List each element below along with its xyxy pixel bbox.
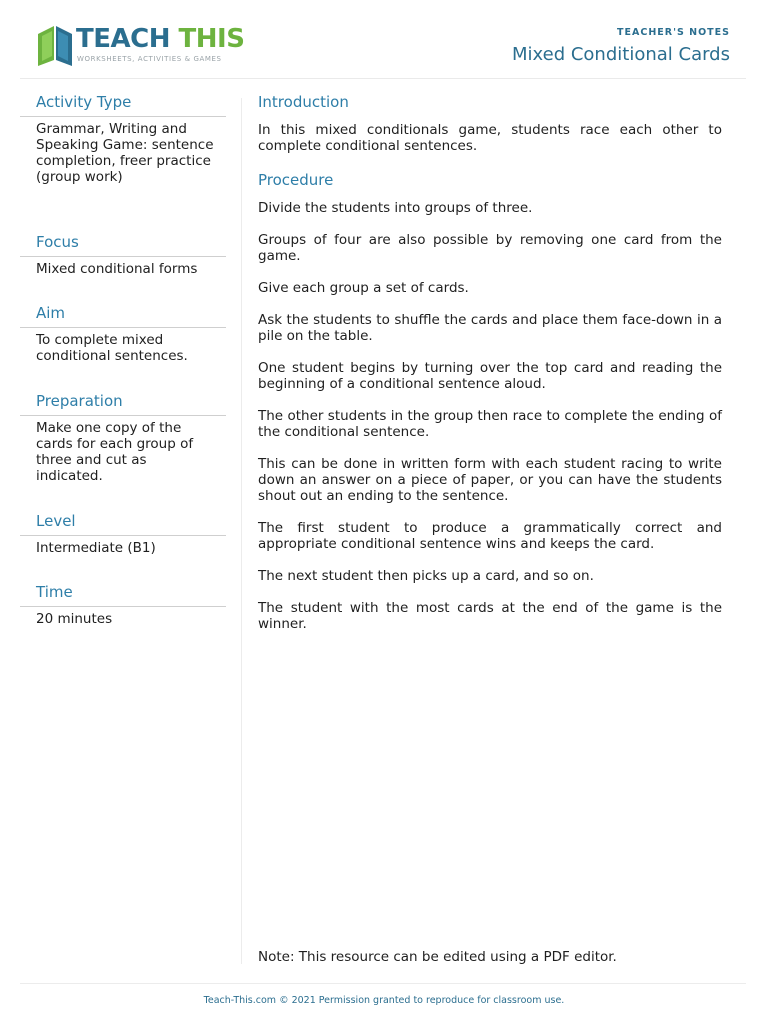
info-sidebar [20, 92, 226, 642]
page-header [20, 0, 746, 79]
pdf-editor-note: Note: This resource can be edited using a PDF editor. [258, 949, 617, 965]
procedure-step: Give each group a set of cards. [258, 280, 469, 296]
introduction-heading: Introduction [258, 93, 349, 111]
procedure-step: The student with the most cards at the end of the game is the winner. [258, 600, 722, 632]
section-body: Grammar, Writing and Speaking Game: sentence completion, freer practice (group work) [36, 121, 214, 185]
section-body: 20 minutes [36, 611, 113, 627]
preparation-section [20, 391, 226, 511]
procedure-step: Divide the students into groups of three. [258, 200, 533, 216]
procedure-step: Groups of four are also possible by removing one card from the game. [258, 232, 722, 264]
section-heading: Time [20, 582, 226, 607]
section-body: Make one copy of the cards for each group of three and cut as indicated. [36, 420, 194, 484]
column-divider [241, 98, 242, 964]
section-heading: Focus [20, 232, 226, 257]
page-title: Mixed Conditional Cards [512, 44, 730, 65]
book-logo-icon [36, 22, 74, 68]
aim-section [20, 303, 226, 391]
copyright-footer: Teach-This.com © 2021 Permission granted to reproduce for classroom use. [203, 995, 565, 1006]
focus-section [20, 232, 226, 303]
procedure-heading: Procedure [258, 171, 334, 189]
procedure-step: Ask the students to shuffle the cards and place them face-down in a pile on the table. [258, 312, 722, 344]
teachers-notes-label: TEACHER'S NOTES [617, 27, 730, 38]
section-heading: Aim [20, 303, 226, 328]
procedure-step: One student begins by turning over the top card and reading the beginning of a conditional sentence aloud. [258, 360, 722, 392]
activity-type-section [20, 92, 226, 232]
brand-tagline: WORKSHEETS, ACTIVITIES & GAMES [77, 55, 222, 63]
header-titles [512, 26, 730, 68]
section-body: Mixed conditional forms [36, 261, 198, 277]
procedure-step: The first student to produce a grammatically correct and appropriate conditional sentence wins and keeps the card. [258, 520, 722, 552]
main-content [258, 92, 722, 648]
section-body: Intermediate (B1) [36, 540, 156, 556]
introduction-text: In this mixed conditionals game, students race each other to complete conditional sentences. [258, 122, 722, 154]
section-heading: Activity Type [20, 92, 226, 117]
brand-wordmark: TEACH THIS [76, 24, 245, 54]
brand-logo[interactable] [36, 22, 245, 70]
section-heading: Preparation [20, 391, 226, 416]
footer-divider [20, 983, 746, 984]
time-section [20, 582, 226, 642]
section-body: To complete mixed conditional sentences. [36, 332, 188, 364]
procedure-step: The other students in the group then race to complete the ending of the conditional sentence. [258, 408, 722, 440]
level-section [20, 511, 226, 582]
procedure-step: The next student then picks up a card, and so on. [258, 568, 594, 584]
procedure-step: This can be done in written form with each student racing to write down an answer on a piece of paper, or you can have the students shout out an ending to the sentence. [258, 456, 722, 504]
section-heading: Level [20, 511, 226, 536]
